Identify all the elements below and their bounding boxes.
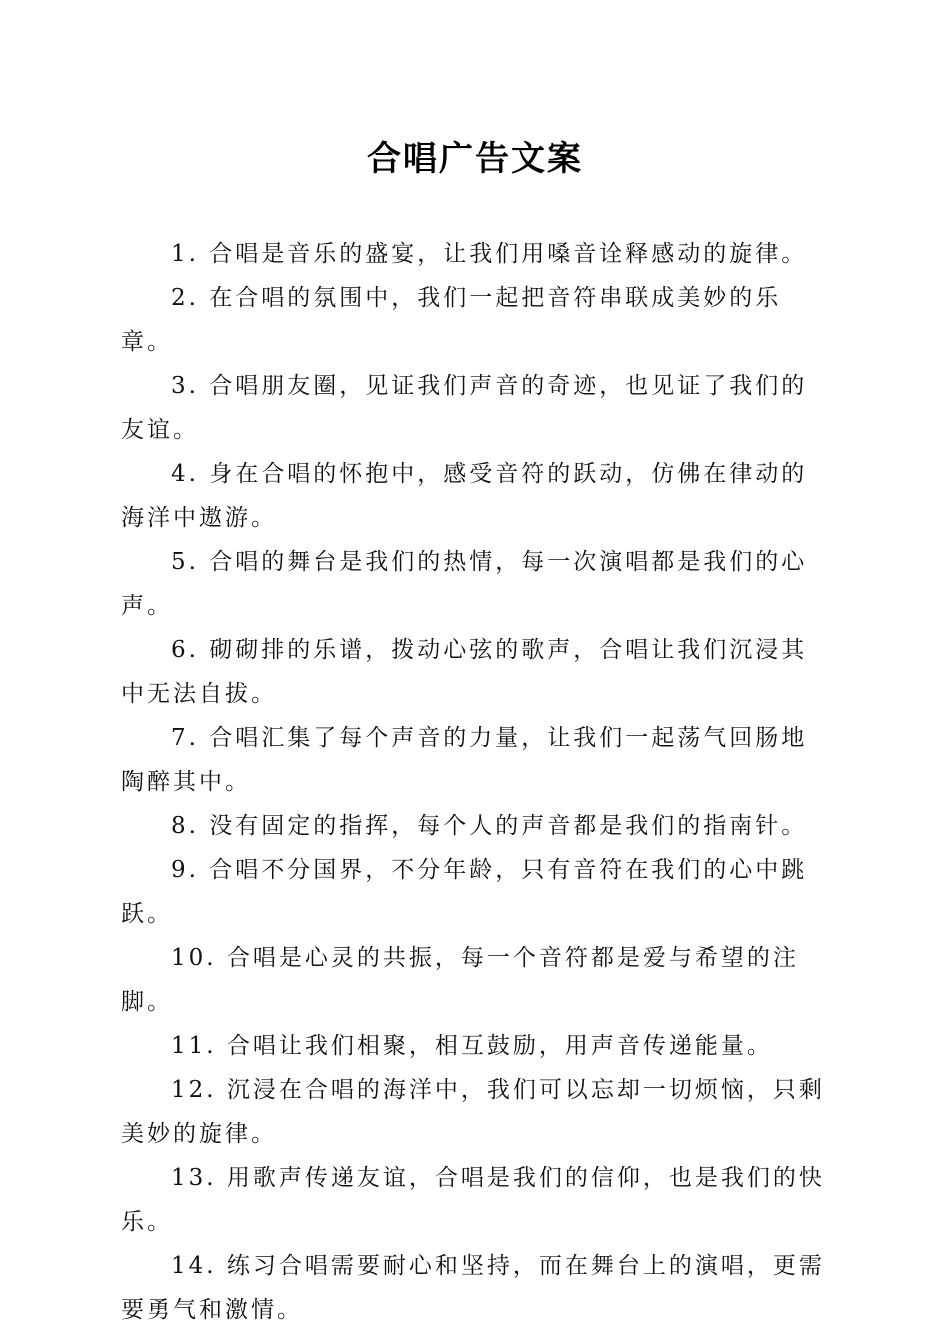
paragraph-1: 1. 合唱是音乐的盛宴，让我们用嗓音诠释感动的旋律。	[171, 241, 808, 267]
paragraph-6: 6. 砌砌排的乐谱，拨动心弦的歌声，合唱让我们沉浸其中无法自拔。	[121, 637, 808, 707]
paragraph-14: 14. 练习合唱需要耐心和坚持，而在舞台上的演唱，更需要勇气和激情。	[121, 1253, 825, 1323]
paragraph-5: 5. 合唱的舞台是我们的热情，每一次演唱都是我们的心声。	[121, 549, 808, 619]
document-body	[121, 232, 833, 1332]
paragraph-13: 13. 用歌声传递友谊，合唱是我们的信仰，也是我们的快乐。	[121, 1165, 825, 1235]
paragraph-4: 4. 身在合唱的怀抱中，感受音符的跃动，仿佛在律动的海洋中遨游。	[121, 461, 808, 531]
paragraph-11: 11. 合唱让我们相聚，相互鼓励，用声音传递能量。	[171, 1033, 773, 1059]
paragraph-7: 7. 合唱汇集了每个声音的力量，让我们一起荡气回肠地陶醉其中。	[121, 725, 808, 795]
paragraph-8: 8. 没有固定的指挥，每个人的声音都是我们的指南针。	[171, 813, 808, 839]
paragraph-9: 9. 合唱不分国界，不分年龄，只有音符在我们的心中跳跃。	[121, 857, 808, 927]
paragraph-10: 10. 合唱是心灵的共振，每一个音符都是爱与希望的注脚。	[121, 945, 799, 1015]
document-title: 合唱广告文案	[367, 139, 583, 179]
paragraph-3: 3. 合唱朋友圈，见证我们声音的奇迹，也见证了我们的友谊。	[121, 373, 808, 443]
paragraph-12: 12. 沉浸在合唱的海洋中，我们可以忘却一切烦恼，只剩美妙的旋律。	[121, 1077, 825, 1147]
paragraph-2: 2. 在合唱的氛围中，我们一起把音符串联成美妙的乐章。	[121, 285, 782, 355]
